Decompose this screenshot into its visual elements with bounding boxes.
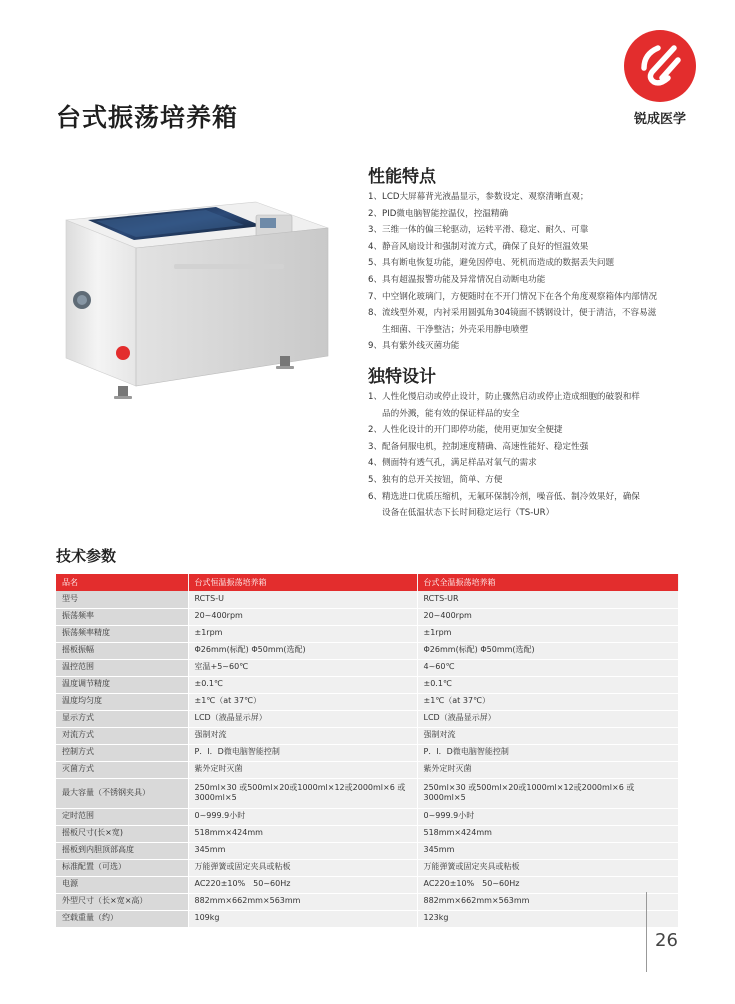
row-label: 摇板到内胆顶部高度 (56, 842, 188, 859)
cell: 万能弹簧或固定夹具或粘板 (417, 859, 678, 876)
cell: ±1℃（at 37℃） (188, 693, 417, 710)
page-title: 台式振荡培养箱 (56, 103, 239, 132)
row-label: 振荡频率 (56, 608, 188, 625)
list-item: 4、侧面特有透气孔，满足样品对氧气的需求 (368, 458, 537, 469)
table-row (56, 876, 678, 893)
row-label: 灭菌方式 (56, 761, 188, 778)
table-row (56, 778, 678, 808)
cell: 室温+5~60℃ (188, 659, 417, 676)
cell: ±1rpm (188, 625, 417, 642)
table-row (56, 761, 678, 778)
row-label: 控制方式 (56, 744, 188, 761)
table-row (56, 842, 678, 859)
table-row (56, 591, 678, 608)
cell: LCD（液晶显示屏） (188, 710, 417, 727)
row-label: 型号 (56, 591, 188, 608)
table-row (56, 625, 678, 642)
list-item: 6、具有超温报警功能及异常情况自动断电功能 (368, 274, 546, 285)
list-item: 9、具有紫外线灭菌功能 (368, 341, 460, 352)
table-header-row (56, 574, 678, 591)
cell: Φ26mm(标配) Φ50mm(选配) (188, 642, 417, 659)
list-item: 6、精选进口优质压缩机，无氟环保制冷剂，噪音低、制冷效果好，确保 (368, 491, 640, 502)
cell: 109kg (188, 910, 417, 927)
features-list (368, 189, 698, 355)
list-item: 7、中空钢化玻璃门，方便随时在不开门情况下在各个角度观察箱体内部情况 (368, 291, 658, 302)
cell: P．I．D微电脑智能控制 (188, 744, 417, 761)
row-label: 空载重量（约） (56, 910, 188, 927)
product-image (56, 190, 346, 415)
row-label: 电源 (56, 876, 188, 893)
table-row (56, 642, 678, 659)
cell: Φ26mm(标配) Φ50mm(选配) (417, 642, 678, 659)
row-label: 最大容量（不锈钢夹具） (56, 778, 188, 808)
list-item: 品的外溅，能有效的保证样品的安全 (382, 408, 520, 419)
cell: 0~999.9小时 (417, 808, 678, 825)
cell: 强制对流 (188, 727, 417, 744)
cell: AC220±10% 50~60Hz (417, 876, 678, 893)
cell: 紫外定时灭菌 (417, 761, 678, 778)
list-item: 2、PID微电脑智能控温仪，控温精确 (368, 208, 509, 219)
cell: 250ml×30 或500ml×20或1000ml×12或2000ml×6 或3000ml×5 (417, 778, 678, 808)
row-label: 摇板振幅 (56, 642, 188, 659)
cell: 0~999.9小时 (188, 808, 417, 825)
list-item: 3、三维一体的偏三轮驱动，运转平滑、稳定、耐久、可靠 (368, 225, 589, 236)
table-row (56, 710, 678, 727)
list-item: 2、人性化设计的开门即停功能，使用更加安全便捷 (368, 425, 563, 436)
cell: ±0.1℃ (417, 676, 678, 693)
list-item: 5、独有的总开关按钮，简单、方便 (368, 474, 503, 485)
list-item: 设备在低温状态下长时间稳定运行（TS-UR） (382, 508, 555, 519)
header-cell: 台式全温振荡培养箱 (417, 574, 678, 591)
cell: 518mm×424mm (417, 825, 678, 842)
table-row (56, 676, 678, 693)
cell: 20~400rpm (188, 608, 417, 625)
cell: ±1℃（at 37℃） (417, 693, 678, 710)
cell: 强制对流 (417, 727, 678, 744)
cell: 882mm×662mm×563mm (417, 893, 678, 910)
header-cell: 品名 (56, 574, 188, 591)
cell: ±0.1℃ (188, 676, 417, 693)
cell: RCTS-U (188, 591, 417, 608)
row-label: 对流方式 (56, 727, 188, 744)
features-heading: 性能特点 (368, 167, 436, 187)
list-item: 生细菌、干净整洁；外壳采用静电喷塑 (382, 324, 529, 335)
table-row (56, 659, 678, 676)
row-label: 标准配置（可选） (56, 859, 188, 876)
row-label: 振荡频率精度 (56, 625, 188, 642)
table-row (56, 825, 678, 842)
divider (646, 892, 647, 972)
row-label: 温控范围 (56, 659, 188, 676)
cell: P．I．D微电脑智能控制 (417, 744, 678, 761)
cell: 123kg (417, 910, 678, 927)
cell: AC220±10% 50~60Hz (188, 876, 417, 893)
row-label: 摇板尺寸(长×宽) (56, 825, 188, 842)
cell: 250ml×30 或500ml×20或1000ml×12或2000ml×6 或3000ml×5 (188, 778, 417, 808)
brand-name: 锐成医学 (633, 112, 686, 127)
table-row (56, 893, 678, 910)
brand-mark-icon (622, 28, 698, 104)
page-number: 26 (655, 930, 678, 951)
table-row (56, 693, 678, 710)
cell: ±1rpm (417, 625, 678, 642)
list-item: 1、人性化慢启动或停止设计，防止骤然启动或停止造成细胞的破裂和样 (368, 392, 640, 402)
table-row (56, 910, 678, 927)
list-item: 5、具有断电恢复功能，避免因停电、死机而造成的数据丢失问题 (368, 258, 615, 269)
row-label: 温度调节精度 (56, 676, 188, 693)
cell: 345mm (188, 842, 417, 859)
cell: RCTS-UR (417, 591, 678, 608)
cell: 518mm×424mm (188, 825, 417, 842)
list-item: 3、配备伺服电机，控制速度精确、高速性能好、稳定性强 (368, 441, 589, 452)
cell: 882mm×662mm×563mm (188, 893, 417, 910)
table-row (56, 744, 678, 761)
brand-logo (622, 28, 698, 128)
specs-table (56, 574, 679, 928)
specs-heading: 技术参数 (56, 547, 117, 565)
design-list (368, 389, 698, 522)
list-item: 1、LCD大屏幕背光液晶显示，参数设定、观察清晰直观； (368, 192, 589, 202)
header-cell: 台式恒温振荡培养箱 (188, 574, 417, 591)
cell: 345mm (417, 842, 678, 859)
list-item: 8、流线型外观，内衬采用圆弧角304镜面不锈钢设计，便于清洁，不容易滋 (368, 308, 657, 319)
table-row (56, 859, 678, 876)
table-row (56, 727, 678, 744)
table-row (56, 808, 678, 825)
cell: 紫外定时灭菌 (188, 761, 417, 778)
row-label: 显示方式 (56, 710, 188, 727)
cell: 20~400rpm (417, 608, 678, 625)
row-label: 温度均匀度 (56, 693, 188, 710)
list-item: 4、静音风扇设计和强制对流方式，确保了良好的恒温效果 (368, 241, 589, 252)
cell: 4~60℃ (417, 659, 678, 676)
cell: 万能弹簧或固定夹具或粘板 (188, 859, 417, 876)
row-label: 定时范围 (56, 808, 188, 825)
table-row (56, 608, 678, 625)
cell: LCD（液晶显示屏） (417, 710, 678, 727)
row-label: 外型尺寸（长×宽×高） (56, 893, 188, 910)
design-heading: 独特设计 (368, 367, 436, 387)
